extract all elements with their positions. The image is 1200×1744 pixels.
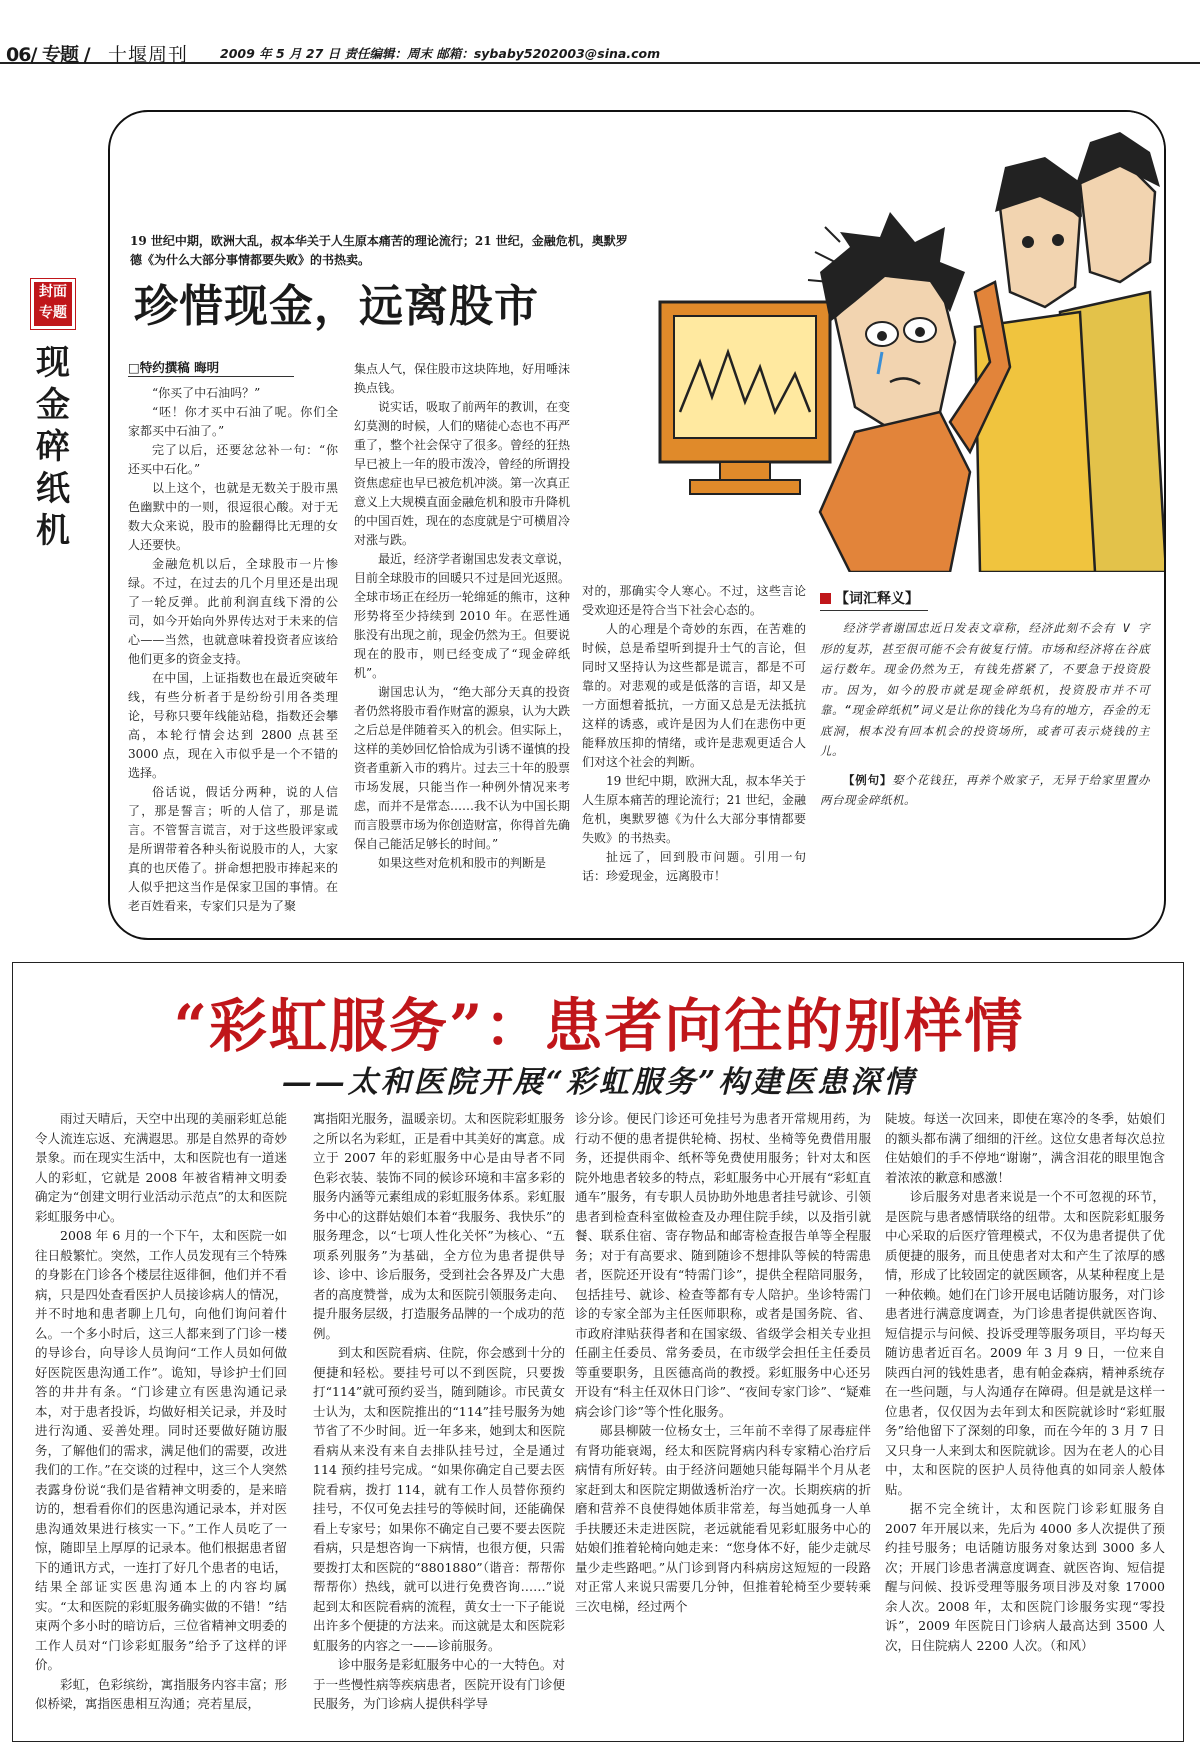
- paragraph: 金融危机以后，全球股市一片惨绿。不过，在过去的几个月里还是出现了一轮反弹。此前利润直线下滑的公司，如今开始向外界传达对于未来的信心——当然，也就意味着投资者应该给他们更多的资金支持。: [128, 557, 338, 666]
- page-header: [0, 40, 1200, 64]
- glossary-heading: [820, 588, 919, 608]
- byline-rule: [128, 376, 294, 377]
- paragraph: “呸！你才买中石油了呢。你们全家都买中石油了。”: [128, 405, 338, 438]
- glossary-rule: [820, 610, 928, 611]
- paragraph: 说实话，吸取了前两年的教训，在变幻莫测的时候，人们的赌徒心态也不再严重了，整个社会保守了很多。曾经的狂热早已被上一年的股市泼冷，曾经的所谓投资焦虑症也早已被危机冲淡。第一次真正意义上大规模直面金融危机和股市升降机的中国百姓，现在的态度就是宁可横眉冷对涨与跌。: [354, 400, 570, 547]
- cartoon-illustration: [650, 112, 1166, 572]
- paragraph: 谢国忠认为，“绝大部分天真的投资者仍然将股市看作财富的源泉，认为大跌之后总是伴随着买入的机会。但实际上，这样的美妙回忆恰恰成为引诱不谨慎的投资者重新入市的鸦片。过去三十年的股票市场发展，只能当作一种例外情况来考虑，而并不是常态……我不认为中国长期而言股票市场为你创造财富，你得首先确保自己能活足够长的时间。”: [354, 685, 570, 851]
- paragraph: 扯远了，回到股市问题。引用一句话：珍爱现金，远离股市！: [582, 850, 806, 883]
- article-column-1: [35, 1109, 287, 1727]
- feature-byline: □特约撰稿 晦明: [128, 360, 220, 375]
- paragraph: 寓指阳光服务，温暖亲切。太和医院彩虹服务之所以名为彩虹，正是看中其美好的寓意。成立于 2007 年的彩虹服务中心是由导者不同色彩衣装、装饰不同的候诊环境和丰富多彩的服务内涵等元素组成的彩虹服务体系。彩虹服务中心的这群姑娘们本着“我服务、我快乐”的服务理念，以“七项人性化关怀”为核心、“五项系列服务”为基础，全方位为患者提供导诊、诊中、诊后服务，受到社会各界及广大患者的高度赞誉，成为太和医院引领服务走向、提升服务层级，打造服务品牌的一个成功的范例。: [313, 1111, 565, 1341]
- paragraph: 完了以后，还要忿忿补一句：“你还买中石化。”: [128, 443, 338, 476]
- feature-column-2: [354, 360, 570, 932]
- glossary-body: [820, 618, 1150, 811]
- article-column-2: [313, 1109, 565, 1727]
- feature-column-1: [128, 384, 338, 932]
- feature-intro: 19 世纪中期，欧洲大乱，叔本华关于人生原本痛苦的理论流行；21 世纪，金融危机，奥默罗德《为什么大部分事情都要失败》的书热卖。: [130, 234, 628, 267]
- example-text: 娶个花钱狂，再养个败家子，无异于给家里置办两台现金碎纸机。: [820, 772, 1151, 807]
- paragraph: 2008 年 6 月的一个下午，太和医院一如往日般繁忙。突然，工作人员发现有三个特殊的身影在门诊各个楼层往返徘徊，他们并不看病，只是四处查看医护人员接诊病人的情况，并不时地和患者聊上几句，向他们询问着什么。一个多小时后，这三人都来到了门诊一楼的导诊台，向导诊人员询问“工作人员如何做好医院医患沟通工作”。诡知，导诊护士们回答的井井有条。“门诊建立有医患沟通记录本，对于患者投诉，均做好相关记录，并及时进行沟通、妥善处理。同时还要做好随访服务，了解他们的需求，满足他们的需要，改进我们的工作。”在交谈的过程中，这三个人突然表露身份说“我们是省精神文明委的，是来暗访的，想看看你们的医患沟通记录本，并对医患沟通效果进行核实一下。”工作人员吃了一惊，随即呈上厚厚的记录本。他们根据患者留下的通讯方式，一连打了好几个患者的电话，结果全部证实医患沟通本上的内容均属实。“太和医院的彩虹服务确实做的不错！”结束两个多小时的暗访后，三位省精神文明委的工作人员对“门诊彩虹服务”给予了这样的评价。: [35, 1228, 287, 1672]
- paragraph: 人的心理是个奇妙的东西，在苦难的时候，总是希望听到提升士气的言论，但同时又坚持认为这些都是谎言，都是不可靠的。对悲观的或是低落的言语，却又是一方面想着抵抗，一方面又总是无法抵抗这样的诱惑，或许是因为人们在悲伤中更能释放压抑的情绪，或许是悲观更适合人们对这个社会的判断。: [582, 622, 806, 769]
- feature-article-box: [108, 110, 1166, 940]
- paragraph: 集点人气，保住股市这块阵地，好用唾沫换点钱。: [354, 362, 570, 395]
- paragraph: 到太和医院看病、住院，你会感到十分的便捷和轻松。要挂号可以不到医院，只要拨打“114”就可预约妥当，随到随诊。市民黄女士认为，太和医院推出的“114”挂号服务为她节省了不少时间。近一年多来，她到太和医院看病从来没有来自去排队挂号过，全是通过 114 预约挂号完成。“如果你确定自己要去医院看病，拨打 114，就有工作人员替你预约挂号，不仅可免去挂号的等候时间，还能确保看上专家号；如果你不确定自己要不要去医院看病，只是想咨询一下病情，也很方便，只需要拨打太和医院的“8801880”（谐音：帮帮你帮帮你）热线，就可以进行免费咨询……”说起到太和医院看病的流程，黄女士一下子能说出许多个便捷的方法来。而这就是太和医院彩虹服务的内容之一——诊前服务。: [313, 1345, 565, 1653]
- paragraph: “你买了中石油吗？”: [152, 386, 261, 400]
- paragraph: 最近，经济学者谢国忠发表文章说，目前全球股市的回暖只不过是回光返照。全球市场正在经历一轮绵延的熊市，这种形势将至少持续到 2010 年。在恶性通胀没有出现之前，现金仍然为王。但要说现在的股市，则已经变成了“现金碎纸机”。: [354, 552, 570, 680]
- paragraph: 彩虹，色彩缤纷，寓指服务内容丰富；形似桥梁，寓指医患相互沟通；亮若星辰，: [35, 1676, 287, 1711]
- paragraph: 据不完全统计，太和医院门诊彩虹服务自 2007 年开展以来，先后为 4000 多人次提供了预约挂号服务；电话随访服务对象达到 3000 多人次；开展门诊患者满意度调查、就医咨询、短信提醒与问候、投诉受理等服务项目涉及对象 17000 余人次。2008 年，太和医院门诊服务实现“零投诉”，2009 年医院日门诊病人最高达到 3500 人次，日住院病人 2200 人次。（和风）: [885, 1501, 1165, 1653]
- cover-topic-label: 封面专题: [34, 282, 72, 326]
- feature-title: 珍惜现金，远离股市: [134, 281, 539, 332]
- page-number: 06/ 专题 /: [6, 44, 90, 66]
- paragraph: 俗话说，假话分两种，说的人信了，那是誓言；听的人信了，那是谎言。不管誓言谎言，对于这些股评家或是所谓带着各种头衔说股市的人，大家真的也厌倦了。拼命想把股市捧起来的人似乎把这当作是保家卫国的事情。在老百姓看来，专家们只是为了聚: [128, 785, 338, 913]
- article-column-3: [575, 1109, 871, 1727]
- paragraph: 诊分诊。便民门诊还可免挂号为患者开常规用药，为行动不便的患者提供轮椅、拐杖、坐椅等免费借用服务，还提供雨伞、纸杯等免费使用服务；针对太和医院外地患者较多的特点，彩虹服务中心开展有“彩虹直通车”服务，有专职人员协助外地患者挂号就诊、引领患者到检查科室做检查及办理住院手续，以及指引就餐、联系住宿、寄存物品和邮寄检查报告单等全程服务；对于有高要求、随到随诊不想排队等候的特需患者，医院还开设有“特需门诊”，提供全程陪同服务，包括挂号、就诊、检查等都有专人陪护。坐诊特需门诊的专家全部为主任医师职称，或者是国务院、省、市政府津贴获得者和在国家级、省级学会相关专业担任副主任委员、常务委员，在市级学会担任主任委员等重要职务，且医德高尚的教授。彩虹服务中心还另开设有“科主任双休日门诊”、“夜间专家门诊”、“疑难病会诊门诊”等个性化服务。: [575, 1111, 871, 1419]
- example-label: 【例句】: [843, 772, 893, 787]
- paragraph: 诊中服务是彩虹服务中心的一大特色。对于一些慢性病等疾病患者，医院开设有门诊便民服务，为门诊病人提供科学导: [313, 1657, 565, 1711]
- paragraph: 以上这个，也就是无数关于股市黑色幽默中的一则，很逗很心酸。对于无数大众来说，股市的脸翻得比无理的女人还要快。: [128, 481, 338, 552]
- glossary-text: 经济学者谢国忠近日发表文章称，经济此刻不会有 V 字形的复苏，甚至很可能不会有彼复行情。市场和经济将在谷底运行数年。现金仍然为王，有钱先搭紧了，不要急于投资股市。因为，如今的股市就是现金碎纸机，投资股市并不可靠。“现金碎纸机”词义是让你的钱化为乌有的地方，吞金的无底洞，根本没有回本机会的投资场所，或者可表示烧钱的主儿。: [820, 621, 1150, 758]
- cover-topic-badge: [30, 278, 76, 330]
- glossary-example: [820, 770, 1150, 811]
- paragraph: 如果这些对危机和股市的判断是: [378, 856, 547, 870]
- paragraph: 19 世纪中期，欧洲大乱，叔本华关于人生原本痛苦的理论流行；21 世纪，金融危机，奥默罗德《为什么大部分事情都要失败》的书热卖。: [582, 774, 806, 845]
- issue-info: 2009 年 5 月 27 日 责任编辑：周末 邮箱：sybaby5202003@sina.com: [220, 46, 661, 61]
- paragraph: 在中国，上证指数也在最近突破年线，有些分析者于是纷纷引用各类理论，号称只要年线能站稳，指数还会攀高，本轮行情会达到 2800 点甚至 3000 点，现在入市似乎是一个不错的选择。: [128, 671, 338, 780]
- paragraph: 雨过天晴后，天空中出现的美丽彩虹总能令人流连忘返、充满遐思。那是自然界的奇妙景象。而在现实生活中，太和医院也有一道迷人的彩虹，它就是 2008 年被省精神文明委确定为“创建文明行业活动示范点”的太和医院彩虹服务中心。: [35, 1111, 287, 1224]
- paragraph: 诊后服务对患者来说是一个不可忽视的环节，是医院与患者感情联络的纽带。太和医院彩虹服务中心采取的后医疗管理模式，不仅为患者提供了优质便捷的服务，而且使患者对太和产生了浓厚的感情，形成了比较固定的就医顾客，从某种程度上是一种依赖。她们在门诊开展电话随访服务，对门诊患者进行满意度调查，为门诊患者提供就医咨询、短信提示与问候、投诉受理等服务项目，平均每天随访患者近百名。2009 年 3 月 9 日，一位来自陕西白河的钱姓患者，患有帕金森病，精神系统存在一些问题，与人沟通存在障碍。但是就是这样一位患者，仅仅因为去年到太和医院就诊时“彩虹服务”给他留下了深刻的印象，而在今年的 3 月 7 日又只身一人来到太和医院就诊。因为在老人的心目中，太和医院的医护人员待他真的如同亲人般体贴。: [885, 1189, 1165, 1497]
- publication-name: 十堰周刊: [108, 44, 189, 66]
- rainbow-service-article: [12, 962, 1184, 1742]
- article-headline: “彩虹服务”：患者向往的别样情: [173, 992, 1025, 1060]
- vertical-title: 现金碎纸机: [36, 343, 70, 551]
- red-square-icon: [820, 593, 831, 604]
- glossary-box: [810, 582, 1156, 922]
- paragraph: 陡坡。每送一次回来，即使在寒冷的冬季，姑娘们的额头都布满了细细的汗丝。这位女患者每次总拉住姑娘们的手不停地“谢谢”，满含泪花的眼里饱含着浓浓的歉意和感激！: [885, 1111, 1165, 1185]
- paragraph: 对的，那确实令人寒心。不过，这些言论受欢迎还是符合当下社会心态的。: [582, 584, 806, 617]
- article-column-4: [885, 1109, 1165, 1727]
- paragraph: 郧县柳陂一位杨女士，三年前不幸得了尿毒症伴有肾功能衰竭，经太和医院肾病内科专家精心治疗后病情有所好转。由于经济问题她只能每隔半个月从老家赶到太和医院定期做透析治疗一次。长期疾病的折磨和营养不良使得她体质非常差，每当她孤身一人单手扶腰还未走进医院，老远就能看见彩虹服务中心的姑娘们推着轮椅向她走来：“您身体不好，能少走就尽量少走些路吧。”从门诊到肾内科病房这短短的一段路对正常人来说只需要几分钟，但推着轮椅至少要转乘三次电梯，经过两个: [575, 1423, 871, 1614]
- glossary-heading-text: 【词汇释义】: [835, 591, 919, 607]
- article-subheadline: ——太和医院开展“彩虹服务”构建医患深情: [281, 1065, 917, 1100]
- feature-column-3: [582, 582, 806, 932]
